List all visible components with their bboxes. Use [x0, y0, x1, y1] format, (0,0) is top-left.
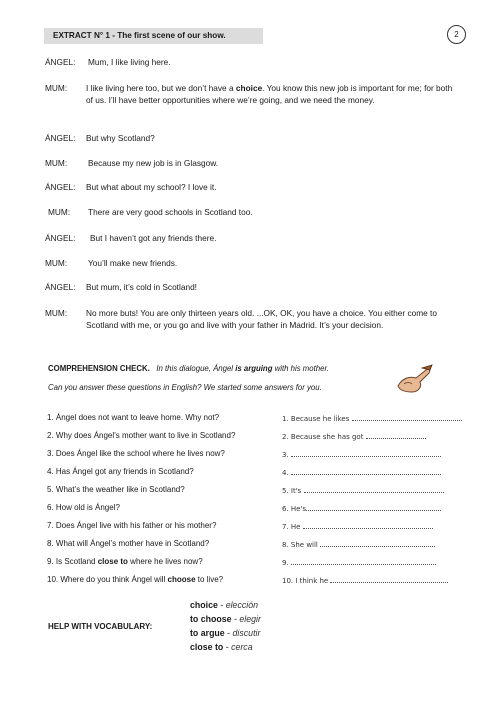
- page-number-badge: 2: [447, 25, 466, 44]
- vocab-translation: discutir: [232, 628, 261, 638]
- vocab-sep: -: [223, 642, 232, 652]
- speaker: ÁNGEL:: [45, 57, 76, 67]
- dialogue-text: You’ll make new friends.: [88, 258, 178, 268]
- dialogue-text: But mum, it’s cold in Scotland!: [86, 282, 197, 292]
- answer-blank[interactable]: [366, 431, 426, 439]
- vocab-sep: -: [217, 600, 226, 610]
- answer-line-5[interactable]: [282, 485, 444, 495]
- answer-line-3[interactable]: [282, 449, 441, 459]
- intro-text: with his mother.: [272, 364, 329, 373]
- answer-prompt: 6. He's: [282, 505, 307, 513]
- text-part: I like living here too, but we don’t have a: [86, 83, 236, 93]
- speaker: ÁNGEL:: [45, 182, 76, 192]
- answer-prompt: 4.: [282, 469, 289, 477]
- answer-prompt: 7. He: [282, 523, 301, 531]
- answer-blank[interactable]: [320, 539, 435, 547]
- answer-blank[interactable]: [352, 413, 462, 421]
- question-3: 3. Does Ángel like the school where he lives now?: [47, 449, 225, 458]
- dialogue-text: But I haven’t got any friends there.: [90, 233, 217, 243]
- comprehension-heading: COMPREHENSION CHECK.: [48, 364, 150, 373]
- speaker: MUM:: [48, 207, 71, 217]
- question-10: [47, 575, 223, 584]
- intro-text: In this dialogue, Ángel: [156, 364, 236, 373]
- question-5: 5. What’s the weather like in Scotland?: [47, 485, 185, 494]
- hand-writing-icon: [392, 364, 436, 396]
- question-keyword: close to: [97, 557, 128, 566]
- answer-line-7[interactable]: [282, 521, 433, 531]
- speaker: MUM:: [45, 258, 68, 268]
- vocab-term: choice: [190, 600, 218, 610]
- answer-prompt: 9.: [282, 559, 289, 567]
- dialogue-text: There are very good schools in Scotland too.: [88, 207, 253, 217]
- dialogue-text: [86, 82, 456, 106]
- speaker: MUM:: [45, 83, 68, 93]
- text-part: . You know this new job is important for me; for both of us. I’ll have better opportunities where we’re going, and we need the money.: [86, 83, 453, 105]
- answer-line-1[interactable]: [282, 413, 462, 423]
- answer-prompt: 5. It's: [282, 487, 302, 495]
- extract-title: EXTRACT N° 1 - The first scene of our show.: [44, 28, 263, 44]
- speaker: MUM:: [45, 158, 68, 168]
- answer-blank[interactable]: [291, 449, 441, 457]
- answer-line-9[interactable]: [282, 557, 436, 567]
- comprehension-intro: [156, 364, 329, 373]
- answer-blank[interactable]: [291, 557, 436, 565]
- answer-blank[interactable]: [303, 521, 433, 529]
- question-keyword: choose: [167, 575, 196, 584]
- answer-line-10[interactable]: [282, 575, 448, 585]
- vocab-translation: elección: [225, 600, 258, 610]
- answer-line-4[interactable]: [282, 467, 441, 477]
- vocab-item-2: [190, 614, 261, 624]
- answer-line-8[interactable]: [282, 539, 435, 549]
- speaker: ÁNGEL:: [45, 233, 76, 243]
- speaker: MUM:: [45, 308, 68, 318]
- question-text: to live?: [195, 575, 224, 584]
- dialogue-text: But what about my school? I love it.: [86, 182, 217, 192]
- vocab-translation: cerca: [231, 642, 253, 652]
- answer-blank[interactable]: [306, 503, 441, 511]
- vocab-sep: -: [231, 614, 240, 624]
- question-9: [47, 557, 203, 566]
- answer-prompt: 3.: [282, 451, 289, 459]
- vocab-item-4: [190, 642, 253, 652]
- question-text: 9. Is Scotland: [47, 557, 98, 566]
- question-text: where he lives now?: [127, 557, 203, 566]
- answer-blank[interactable]: [330, 575, 448, 583]
- question-1: 1. Ángel does not want to leave home. Why not?: [47, 413, 220, 422]
- vocab-term: to argue: [190, 628, 225, 638]
- vocab-sep: -: [224, 628, 233, 638]
- vocab-translation: elegir: [239, 614, 261, 624]
- instructions-text: Can you answer these questions in English? We started some answers for you.: [48, 383, 322, 392]
- question-6: 6. How old is Ángel?: [47, 503, 120, 512]
- question-8: 8. What will Ángel’s mother have in Scotland?: [47, 539, 210, 548]
- dialogue-text: No more buts! You are only thirteen years old. ...OK, OK, you have a choice. You either come to Scotland with me, or you go and live with your father in Madrid. It’s your decision.: [86, 308, 437, 330]
- answer-prompt: 10. I think he: [282, 577, 329, 585]
- speaker: ÁNGEL:: [45, 282, 76, 292]
- vocab-term: to choose: [190, 614, 232, 624]
- comprehension-instructions: [48, 383, 322, 392]
- answer-prompt: 2. Because she has got: [282, 433, 364, 441]
- answer-blank[interactable]: [304, 485, 444, 493]
- dialogue-text: But why Scotland?: [86, 133, 155, 143]
- answer-prompt: 8. She will: [282, 541, 318, 549]
- dialogue-text: Because my new job is in Glasgow.: [88, 158, 219, 168]
- dialogue-text: Mum, I like living here.: [88, 57, 171, 67]
- vocabulary-label: HELP WITH VOCABULARY:: [48, 622, 153, 631]
- intro-bold: is arguing: [235, 364, 273, 373]
- vocab-item-3: [190, 628, 260, 638]
- keyword-choice: choice: [235, 83, 263, 93]
- answer-blank[interactable]: [291, 467, 441, 475]
- question-7: 7. Does Ángel live with his father or his mother?: [47, 521, 217, 530]
- comprehension-heading-line: [48, 364, 329, 373]
- question-text: 10. Where do you think Ángel will: [47, 575, 168, 584]
- speaker: ÁNGEL:: [45, 133, 76, 143]
- answer-prompt: 1. Because he likes: [282, 415, 350, 423]
- answer-line-2[interactable]: [282, 431, 426, 441]
- vocab-term: close to: [190, 642, 224, 652]
- answer-line-6[interactable]: [282, 503, 441, 513]
- question-4: 4. Has Ángel got any friends in Scotland?: [47, 467, 194, 476]
- question-2: 2. Why does Ángel’s mother want to live in Scotland?: [47, 431, 236, 440]
- vocab-item-1: [190, 600, 258, 610]
